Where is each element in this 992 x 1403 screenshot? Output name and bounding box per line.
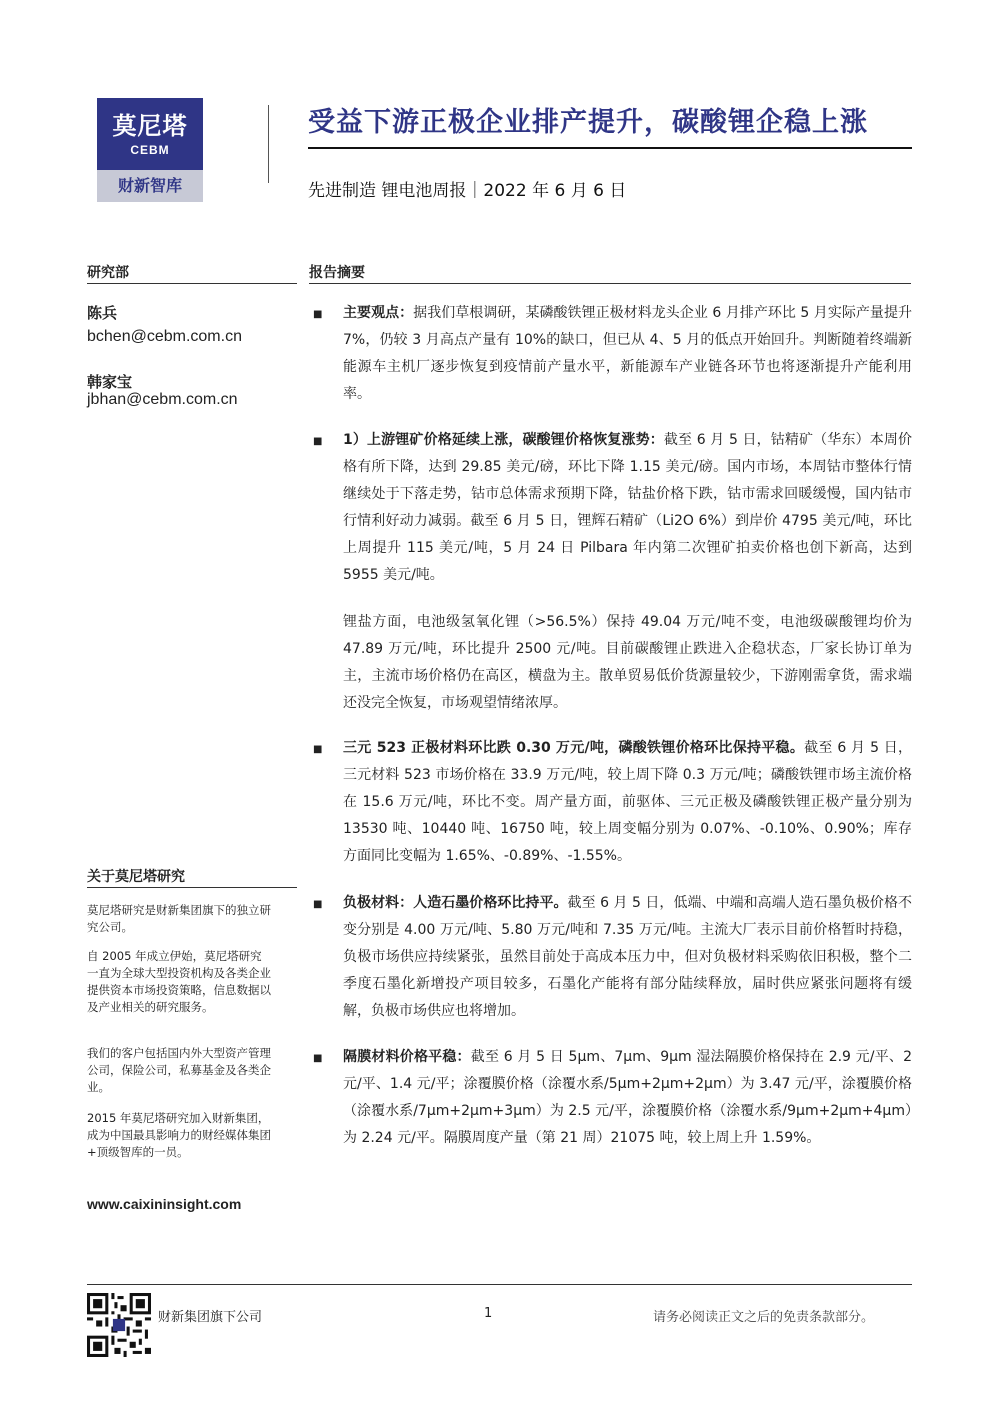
about-paragraph: 我们的客户包括国内外大型资产管理公司，保险公司，私募基金及各类企业。 — [87, 1046, 271, 1094]
footer-disclaimer: 请务必阅读正文之后的免责条款部分。 — [653, 1310, 875, 1325]
title-rule — [308, 147, 912, 149]
website-link[interactable]: www.caixininsight.com — [87, 1196, 242, 1212]
summary-item-text: 截至 6 月 5 日，三元材料 523 市场价格在 33.9 万元/吨，较上周下降 0.3 万元/吨；磷酸铁锂市场主流价格在 15.6 万元/吨，环比不变。周产量方面，前驱体、三元正极及磷酸铁锂正极产量分别为 13530 吨、10440 吨、16750 吨，较上周变幅分别为 0.07%、-0.10%、0.90%；库存方面同比变幅为 1.65%、-0.89%、-1.55%。 — [343, 740, 912, 864]
logo-english-name: CEBM — [130, 143, 170, 157]
left-heading-rule — [87, 283, 297, 284]
summary-item-text: 据我们草根调研，某磷酸铁锂正极材料龙头企业 6 月排产环比 5 月实际产量提升 7%，仍较 3 月高点产量有 10%的缺口，但已从 4、5 月的低点开始回升。判断随着终端新能源车主机厂逐步恢复到疫情前产量水平，新能源车产业链各环节也将逐渐提升产能利用率。 — [343, 305, 912, 402]
header-divider — [268, 105, 269, 183]
about-paragraph: 2015 年莫尼塔研究加入财新集团，成为中国最具影响力的财经媒体集团+顶级智库的一员。 — [87, 1111, 271, 1159]
summary-item-text: 锂盐方面，电池级氢氧化锂（>56.5%）保持 49.04 万元/吨不变，电池级碳酸锂均价为 47.89 万元/吨，环比提升 2500 元/吨。目前碳酸锂止跌进入企稳状态，厂家长协订单为主，主流市场价格仍在高区，横盘为主。散单贸易低价货源量较少，下游刚需拿货，需求端还没完全恢复，市场观望情绪浓厚。 — [343, 614, 912, 711]
analyst-email[interactable]: bchen@cebm.com.cn — [87, 328, 242, 345]
bullet-icon: ■ — [313, 744, 323, 755]
summary-item-lead: 主要观点： — [343, 305, 414, 321]
summary-item-lead: 三元 523 正极材料环比跌 0.30 万元/吨，磷酸铁锂价格环比保持平稳。 — [343, 740, 805, 756]
summary-item — [343, 609, 912, 717]
bullet-icon: ■ — [313, 309, 323, 320]
logo-chinese-name: 莫尼塔 — [112, 112, 188, 140]
summary-item — [343, 890, 912, 1025]
summary-item — [343, 1044, 912, 1152]
analyst-email[interactable]: jbhan@cebm.com.cn — [87, 391, 238, 408]
bullet-icon: ■ — [313, 899, 323, 910]
summary-item — [343, 735, 912, 870]
cebm-logo — [97, 98, 203, 202]
footer-company: 财新集团旗下公司 — [158, 1310, 263, 1325]
summary-heading-rule — [309, 283, 911, 284]
bullet-icon: ■ — [313, 1053, 323, 1064]
summary-item-lead: 负极材料：人造石墨价格环比持平。 — [343, 895, 568, 911]
summary-item — [343, 300, 912, 408]
qr-code-icon — [87, 1293, 151, 1357]
bullet-icon: ■ — [313, 436, 323, 447]
logo-top-block — [97, 98, 203, 170]
analyst-name: 韩家宝 — [87, 373, 133, 391]
about-heading: 关于莫尼塔研究 — [87, 869, 185, 885]
summary-item-text: 截至 6 月 5 日 5μm、7μm、9μm 湿法隔膜价格保持在 2.9 元/平、2 元/平、1.4 元/平；涂覆膜价格（涂覆水系/5μm+2μm+2μm）为 3.47 元/平，涂覆膜价格（涂覆水系/7μm+2μm+3μm）为 2.5 元/平，涂覆膜价格（涂覆水系/9μm+2μm+4μm）为 2.24 元/平。隔膜周度产量（第 21 周）21075 吨，较上周上升 1.59%。 — [343, 1049, 913, 1146]
page-number: 1 — [484, 1306, 493, 1321]
report-subtitle: 先进制造 锂电池周报｜2022 年 6 月 6 日 — [308, 181, 627, 201]
report-title: 受益下游正极企业排产提升，碳酸锂企稳上涨 — [308, 107, 868, 138]
about-heading-rule — [87, 887, 297, 888]
summary-item-text: 截至 6 月 5 日，钴精矿（华东）本周价格有所下降，达到 29.85 美元/磅，环比下降 1.15 美元/磅。国内市场，本周钴市整体行情继续处于下落走势，钴市总体需求预期下降，钴盐价格下跌，钴市需求回暖缓慢，国内钴市行情利好动力减弱。截至 6 月 5 日，锂辉石精矿（Li2O 6%）到岸价 4795 美元/吨，环比上周提升 115 美元/吨，5 月 24 日 Pilbara 年内第二次锂矿拍卖价格也创下新高，达到 5955 美元/吨。 — [343, 432, 912, 583]
about-paragraph: 自 2005 年成立伊始，莫尼塔研究一直为全球大型投资机构及各类企业提供资本市场投资策略，信息数据以及产业相关的研究服务。 — [87, 949, 271, 1014]
summary-item-text: 截至 6 月 5 日，低端、中端和高端人造石墨负极价格不变分别是 4.00 万元/吨、5.80 万元/吨和 7.35 万元/吨。主流大厂表示目前价格暂时持稳，负极市场供应持续紧张，虽然目前处于高成本压力中，但对负极材料采购依旧积极，整个二季度石墨化新增投产项目较多，石墨化产能将有部分陆续释放，届时供应紧张问题将有缓解，负极市场供应也将增加。 — [343, 895, 912, 1019]
footer-rule — [87, 1284, 912, 1285]
analyst-name: 陈兵 — [87, 304, 118, 322]
about-paragraph: 莫尼塔研究是财新集团旗下的独立研究公司。 — [87, 903, 271, 934]
summary-item-lead: 1）上游锂矿价格延续上涨，碳酸锂价格恢复涨势： — [343, 432, 664, 448]
summary-heading: 报告摘要 — [309, 265, 365, 281]
research-dept-heading: 研究部 — [87, 265, 129, 281]
summary-item — [343, 427, 912, 589]
logo-subtitle: 财新智库 — [97, 170, 203, 202]
summary-item-lead: 隔膜材料价格平稳： — [343, 1049, 471, 1065]
